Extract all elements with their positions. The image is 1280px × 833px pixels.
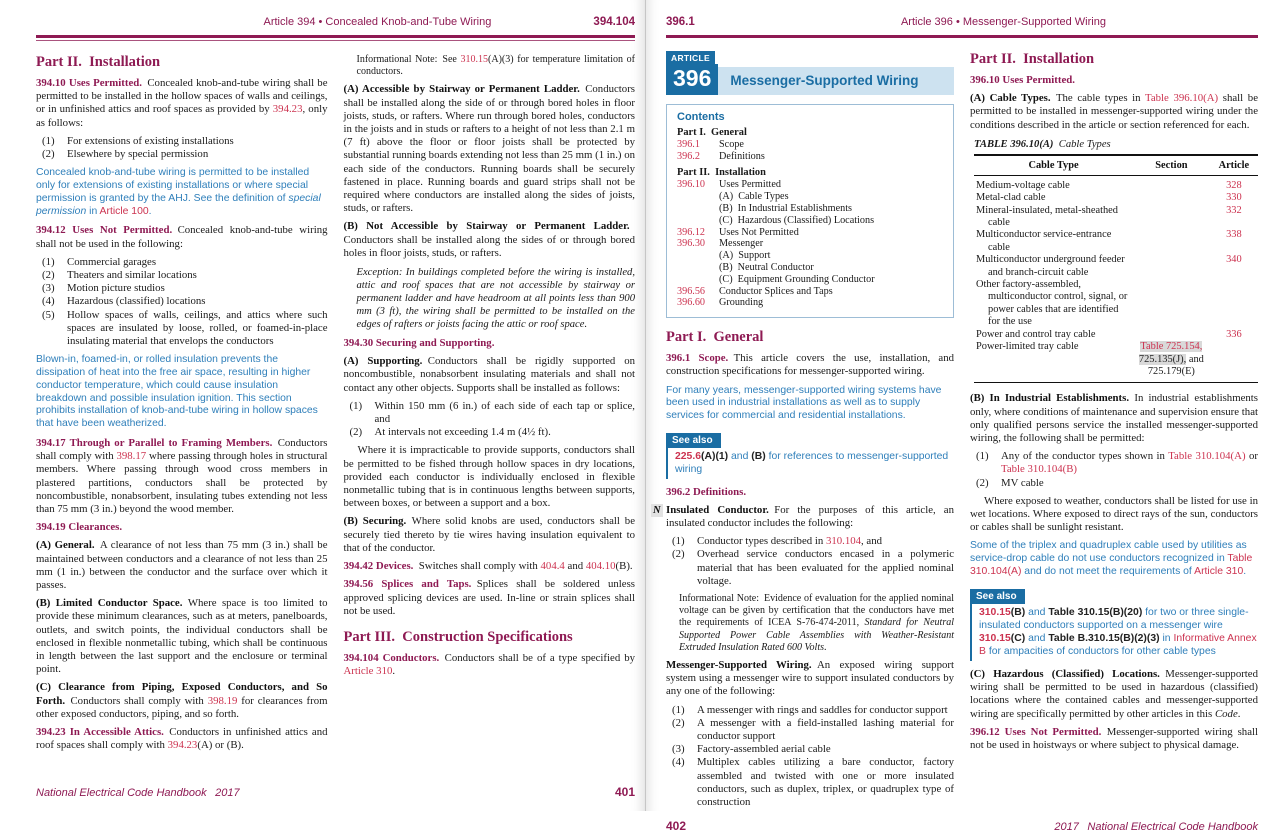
cell-article: 328 <box>1226 179 1242 191</box>
contents-row <box>677 297 943 309</box>
list-item-text: Within 150 mm (6 in.) of each side of each tap or splice, and <box>374 399 635 426</box>
contents-section-number <box>677 250 719 262</box>
list-item-text: Theaters and similar locations <box>67 269 197 282</box>
cell-cable-type <box>974 192 1133 204</box>
text-span: (C) Clearance from Piping, Exposed Conductors, and So Forth. <box>36 681 328 707</box>
contents-section-number: 396.1 <box>677 139 700 151</box>
see-also-body <box>970 604 1258 661</box>
contents-section-number <box>677 274 719 286</box>
list-item <box>672 756 954 809</box>
see-also-box <box>666 430 954 479</box>
paragraph <box>344 337 636 350</box>
table-row <box>974 254 1258 279</box>
text-span: (A)(1) <box>701 450 729 462</box>
list-item-text: For extensions of existing installations <box>67 134 234 147</box>
cross-reference: 398.19 <box>207 694 238 707</box>
list-item <box>672 548 954 588</box>
contents-row <box>677 203 943 215</box>
running-head-left <box>36 16 635 32</box>
paragraph: 396.12 Uses Not Permitted. Messenger-supported wiring shall not be used in hoistways or where subject to physical damage. <box>970 725 1258 751</box>
page-402 <box>645 0 1280 833</box>
contents-section-title: (B) In Industrial Establishments <box>719 203 852 214</box>
list-item-text: Elsewhere by special permission <box>67 148 209 161</box>
see-also-box <box>970 586 1258 661</box>
paragraph <box>970 74 1258 87</box>
text-span: 394.19 Clearances. <box>36 521 123 534</box>
article-title: Messenger-Supported Wiring <box>718 67 954 95</box>
list-item-text: Motion picture studios <box>67 282 165 295</box>
cross-reference: 310.15 <box>460 54 489 65</box>
list-item-number: (5) <box>42 308 55 321</box>
cell-article <box>1210 341 1258 383</box>
text-span: 394.56 Splices and Taps. <box>343 578 477 591</box>
cell-section <box>1133 329 1210 341</box>
list-item-text: MV cable <box>1001 476 1044 489</box>
commentary-text: Concealed knob-and-tube wiring is permitted to be installed only for extensions of existing installations or where special permission is granted by the AHJ. See the definition of special permission in Article 100. <box>36 167 321 217</box>
page-402-column-1-text <box>653 329 955 809</box>
part-heading: Part II. Installation <box>970 51 1095 67</box>
table-row <box>974 329 1258 341</box>
cell-article: 338 <box>1226 229 1242 241</box>
cross-reference: 225.6 <box>675 450 702 462</box>
paragraph: 394.10 Uses Permitted. Concealed knob-and-tube wiring shall be permitted to be installed in the hollow spaces of walls and ceilings, or in unfinished attics and roof spaces as provided by 394.23, only as follows: <box>36 77 328 129</box>
list-item-number: (1) <box>349 399 363 412</box>
text-span: 394.23 In Accessible Attics. <box>36 726 170 739</box>
list-item-text: Any of the conductor types shown in Table 310.104(A) or Table 310.104(B) <box>1001 450 1258 476</box>
paragraph: (B) Not Accessible by Stairway or Permanent Ladder. Conductors shall be installed along the sides of or through bored holes in floor joists, studs, or rafters. <box>343 220 635 259</box>
cell-section <box>1133 279 1210 329</box>
cable-type-name: Mineral-insulated, metal-sheathed cable <box>976 204 1118 229</box>
page-401-column-2 <box>344 54 636 779</box>
cell-article: 336 <box>1226 328 1242 340</box>
list-item-number: (1) <box>42 134 55 147</box>
contents-part-heading: Part I. General <box>677 127 747 138</box>
part-heading: Part I. General <box>666 329 764 346</box>
contents-row <box>677 274 943 286</box>
table-row <box>974 229 1258 254</box>
table-row <box>974 205 1258 230</box>
cross-reference: 404.4 <box>540 560 565 573</box>
running-head-title: Article 394 • Concealed Knob-and-Tube Wiring <box>263 16 492 28</box>
cross-reference: 394.23 <box>167 739 198 752</box>
paragraph <box>36 521 328 534</box>
list-item-text: Hazardous (classified) locations <box>67 295 206 308</box>
cross-reference: 310.104 <box>825 535 862 548</box>
cross-reference: Article 310 <box>1194 565 1244 577</box>
cell-cable-type <box>974 205 1133 230</box>
list-item-number: (1) <box>976 450 989 463</box>
contents-section-title: Uses Permitted <box>719 179 781 191</box>
contents-section-title: (B) Neutral Conductor <box>719 261 814 273</box>
new-material-marker: N <box>653 504 661 516</box>
paragraph: (A) Cable Types. The cable types in Table 396.10(A) shall be permitted to be installed in messenger-supported wiring under the conditions described in the article or section referenced for each. <box>970 92 1258 131</box>
running-head-right <box>666 16 1258 32</box>
list-item-text: Factory-assembled aerial cable <box>697 743 831 756</box>
handbook-credit: 2017 National Electrical Code Handbook <box>1054 821 1258 833</box>
cross-reference: Table 310.104(B) <box>1001 463 1078 476</box>
list-item <box>350 426 636 439</box>
contents-section-title: Uses Not Permitted <box>719 226 799 238</box>
list-item-text: At intervals not exceeding 1.4 m (4½ ft). <box>374 426 551 439</box>
paragraph: Where it is impracticable to provide supports, conductors shall be permitted to be fished through hollow spaces in dry locations, provided each conductor is individually enclosed in flexible nonmetallic tubing that is in continuous lengths between supports, between boxes, or between a support and a box. <box>343 444 635 510</box>
list-item-number: (2) <box>976 476 989 489</box>
text-span: 396.10 Uses Permitted. <box>970 74 1075 86</box>
exception-text: Exception: In buildings completed before the wiring is installed, attic and roof spaces that are not accessible by stairway or permanent ladder and have headroom at all points less than 900 mm (3 ft), the wiring shall be permitted to be installed on the edges of rafters or joists facing the attic or roof space. <box>356 267 635 331</box>
list-item-text: Overhead service conductors encased in a polymeric material that has been evaluated for the applied nominal voltage. <box>697 548 954 587</box>
paragraph: (C) Clearance from Piping, Exposed Conductors, and So Forth. Conductors shall comply with 398.19 for clearances from other exposed conductors, piping, and so forth. <box>36 681 328 720</box>
cell-section <box>1133 192 1210 204</box>
text-span: 394.42 Devices. <box>343 560 419 573</box>
page-401-footer <box>36 779 635 799</box>
table-row <box>974 175 1258 192</box>
contents-row <box>677 191 943 203</box>
list-item-text: A messenger with rings and saddles for conductor support <box>697 703 948 716</box>
list-item <box>672 704 954 717</box>
cell-cable-type <box>974 254 1133 279</box>
numbered-list <box>672 704 954 810</box>
list-item <box>350 400 636 426</box>
page-402-column-2 <box>970 51 1258 813</box>
text-span: (A) Supporting. <box>343 355 428 368</box>
text-span: 394.10 Uses Permitted. <box>36 77 148 89</box>
list-item <box>42 148 328 161</box>
head-rule <box>36 35 635 38</box>
cell-section <box>1133 205 1210 230</box>
article-396-banner <box>666 51 954 95</box>
table-header <box>974 155 1258 176</box>
cell-cable-type <box>974 229 1133 254</box>
list-item <box>672 717 954 743</box>
numbered-list <box>42 135 328 161</box>
article-number-block <box>666 51 718 95</box>
cell-article: 330 <box>1226 192 1242 204</box>
definition-paragraph: N Insulated Conductor. For the purposes of this article, an insulated conductor includes the following: <box>653 503 955 529</box>
list-item <box>42 269 328 282</box>
cable-type-name: Power-limited tray cable <box>976 341 1079 353</box>
list-item-number: (4) <box>42 295 55 308</box>
see-also-chip: See also <box>666 433 721 448</box>
page-401 <box>0 0 645 811</box>
text-span: 394.104 Conductors. <box>343 651 445 664</box>
cross-reference: 310.15 <box>979 606 1011 618</box>
numbered-list <box>350 400 636 440</box>
text-span: (B) <box>1010 606 1026 618</box>
page-401-columns <box>36 41 635 779</box>
handbook-credit: National Electrical Code Handbook 2017 <box>36 787 240 799</box>
contents-section-number <box>677 262 719 274</box>
page-number-401: 401 <box>614 785 635 799</box>
table-title <box>974 139 1258 150</box>
table-title-bold: TABLE 396.10(A) <box>974 138 1054 150</box>
numbered-list <box>42 256 328 348</box>
cell-section <box>1133 229 1210 254</box>
cross-reference: Table 310.104(A) <box>1168 450 1246 463</box>
text-span: 396.2 Definitions. <box>666 485 747 498</box>
column-header: Article <box>1210 155 1258 176</box>
column-header: Cable Type <box>974 155 1133 176</box>
article-label: ARTICLE <box>666 51 715 64</box>
cross-reference: Table 396.10(A) <box>1145 92 1219 105</box>
contents-row <box>677 179 943 191</box>
text-span: 396.1 Scope. <box>666 352 734 365</box>
column-header: Section <box>1133 155 1210 176</box>
table-row <box>974 192 1258 204</box>
see-also-entry: 310.15(B) and Table 310.15(B)(20) for two or three single-insulated conductors supported on a messenger wire <box>979 606 1249 631</box>
list-item <box>672 535 954 548</box>
list-item-number: (2) <box>42 148 55 161</box>
text-span: (C) Hazardous (Classified) Locations. <box>970 667 1166 680</box>
contents-row <box>677 238 943 250</box>
paragraph: 394.17 Through or Parallel to Framing Members. Conductors shall comply with 398.17 where passing through holes in structural members. Where passing through wood cross members in plastered partitions, conductors shall be protected by noncombustible, nonabsorbent, insulating tubes extending not less than 75 mm (3 in.) beyond the wood member. <box>36 437 328 516</box>
list-item <box>42 282 328 295</box>
contents-section-number: 396.60 <box>677 297 706 309</box>
contents-group <box>677 167 943 309</box>
cross-reference: 394.23 <box>272 103 303 116</box>
table-title-italic: Cable Types <box>1053 138 1111 150</box>
contents-part-heading: Part II. Installation <box>677 167 766 178</box>
text-span: 396.12 Uses Not Permitted. <box>970 725 1107 738</box>
see-also-entry: 310.15(C) and Table B.310.15(B)(2)(3) in Informative Annex B for ampacities of conductors for other cable types <box>979 633 1257 658</box>
see-also-chip: See also <box>970 589 1025 604</box>
list-item-number: (2) <box>42 269 55 282</box>
numbered-list <box>976 450 1258 490</box>
running-head-section: 396.1 <box>666 16 695 28</box>
cell-article: 340 <box>1226 254 1242 266</box>
cross-reference: Informative Annex B <box>979 633 1257 658</box>
commentary-text: For many years, messenger-supported wiring systems have been used in industrial installations as well as to supply services for commercial and residential installations. <box>666 384 942 422</box>
commentary-text: Some of the triplex and quadruplex cable used by utilities as service-drop cable do not use conductors recognized in Table 310.104(A) and do not meet the requirements of Article 310. <box>970 540 1253 577</box>
paragraph <box>666 486 954 499</box>
cross-reference: 404.10 <box>585 560 616 573</box>
informational-note: Informational Note: Evidence of evaluation for the applied nominal voltage can be given by certification that the conductors have met the requirements of ICEA S-76-474-2011, Standard for Neutral Supported Power Cable Assemblies with Weather-Resistant Extruded Insulation Rated 600 Volts. <box>679 592 954 653</box>
list-item-number: (1) <box>42 255 55 268</box>
contents-section-title: (A) Support <box>719 250 771 262</box>
paragraph: 394.12 Uses Not Permitted. Concealed knob-and-tube wiring shall not be used in the following: <box>36 224 328 250</box>
paragraph: 394.42 Devices. Switches shall comply with 404.4 and 404.10(B). <box>343 560 633 573</box>
text-span: (B) Securing. <box>343 515 412 528</box>
list-item <box>976 477 1258 490</box>
text-span: Insulated Conductor. <box>666 503 775 516</box>
list-item-text: Multiplex cables utilizing a bare conductor, factory assembled and twisted with one or more insulated conductors, such as duplex, triplex, or quadruplex type of construction <box>697 756 954 809</box>
contents-title: Contents <box>677 111 725 123</box>
paragraph: Messenger-Supported Wiring. An exposed wiring support system using a messenger wire to support insulated conductors by any one of the following: <box>666 659 954 698</box>
cable-type-name: Medium-voltage cable <box>976 179 1070 191</box>
cross-reference: 398.17 <box>116 450 147 463</box>
text-span: 394.12 Uses Not Permitted. <box>36 224 178 237</box>
contents-row <box>677 262 943 274</box>
cross-reference: Article 100 <box>99 205 149 217</box>
text-span: Messenger-Supported Wiring. <box>666 659 817 671</box>
text-span: (A) Cable Types. <box>970 92 1056 105</box>
see-also-body <box>666 448 954 479</box>
paragraph: 394.23 In Accessible Attics. Conductors in unfinished attics and roof spaces shall comply with 394.23(A) or (B). <box>36 726 328 752</box>
cable-types-table <box>974 139 1258 384</box>
page-402-footer <box>666 813 1258 833</box>
paragraph: (A) General. A clearance of not less than 75 mm (3 in.) shall be maintained between conductors and a clearance of not less than 25 mm (1 in.) between the conductor and the surface over which it passes. <box>36 539 328 592</box>
text-span: (B) Not Accessible by Stairway or Permanent Ladder. <box>343 220 635 233</box>
see-also-entry: 225.6(A)(1) and (B) for references to messenger-supported wiring <box>675 450 949 475</box>
cell-section: Table 725.154, 725.135(J), and 725.179(E) <box>1138 341 1204 377</box>
contents-row <box>677 151 943 163</box>
text-span: (B) <box>751 450 766 462</box>
table-body <box>974 175 1258 383</box>
paragraph: 394.104 Conductors. Conductors shall be of a type specified by Article 310. <box>343 651 635 678</box>
list-item-number: (1) <box>672 535 685 548</box>
cell-section <box>1133 175 1210 192</box>
text-span: (B) Limited Conductor Space. <box>36 597 188 610</box>
list-item-number: (1) <box>672 703 685 716</box>
text-span: 394.30 Securing and Supporting. <box>343 337 495 350</box>
text-span: (A) General. <box>36 539 100 552</box>
cross-reference: 310.15 <box>979 633 1011 645</box>
text-span: Table 310.15(B)(20) <box>1048 606 1143 618</box>
contents-group <box>677 127 943 163</box>
list-item-number: (4) <box>672 756 685 769</box>
table-row <box>974 341 1258 383</box>
page-number-402: 402 <box>666 819 687 833</box>
contents-row <box>677 227 943 239</box>
paragraph: Where exposed to weather, conductors shall be listed for use in wet locations. Where exposed to direct rays of the sun, conductors or cables shall be sunlight resistant. <box>970 494 1258 534</box>
cross-reference: Table 310.104(A) <box>970 553 1253 577</box>
contents-row <box>677 250 943 262</box>
text-span: Standard for Neutral Supported Power Cable Assemblies with Weather-Resistant Extruded Insulation Rated 600 Volts <box>679 617 954 653</box>
list-item <box>42 256 328 269</box>
running-head-section: 394.104 <box>593 16 635 28</box>
list-item-number: (2) <box>349 426 363 439</box>
cable-type-name: Power and control tray cable <box>976 328 1096 340</box>
contents-section-title: Scope <box>719 139 744 151</box>
contents-section-number: 396.10 <box>677 179 706 191</box>
table <box>974 154 1258 384</box>
contents-section-number: 396.56 <box>677 285 706 297</box>
text-span: Code <box>1214 707 1238 720</box>
contents-section-number: 396.12 <box>677 226 706 238</box>
cell-cable-type <box>974 175 1133 192</box>
list-item-number: (2) <box>672 716 685 729</box>
cell-cable-type <box>974 341 1133 383</box>
contents-section-title: Definitions <box>719 151 765 163</box>
contents-section-number <box>677 215 719 227</box>
paragraph: (B) In Industrial Establishments. In industrial establishments only, where conditions of maintenance and supervision ensure that only qualified persons service the installed messenger-supported wiring, the following shall be permitted: <box>970 392 1258 444</box>
cross-reference: Article 310 <box>343 665 393 678</box>
paragraph: 394.56 Splices and Taps. Splices shall be soldered unless approved splicing devices are used. In-line or strain splices shall not be used. <box>343 578 635 617</box>
list-item-text: A messenger with a field-installed lashing material for conductor support <box>697 716 954 743</box>
page-402-column-1 <box>653 51 955 813</box>
cell-cable-type <box>974 329 1133 341</box>
contents-list <box>677 127 943 309</box>
cell-article: 332 <box>1226 204 1242 216</box>
cable-type-name: Multiconductor underground feeder and branch-circuit cable <box>976 254 1125 278</box>
cross-reference: Table 725.154, <box>1140 341 1203 353</box>
text-span: (C) <box>1010 633 1026 645</box>
contents-section-number: 396.30 <box>677 238 706 250</box>
part-heading: Part III. Construction Specifications <box>343 628 573 645</box>
cell-section <box>1133 254 1210 279</box>
part-heading: Part II. Installation <box>36 54 161 70</box>
list-item <box>976 450 1258 476</box>
cable-type-name: Multiconductor service-entrance cable <box>976 229 1112 253</box>
list-item-number: (3) <box>42 282 55 295</box>
commentary-text: Blown-in, foamed-in, or rolled insulation prevents the dissipation of heat into the free air space, resulting in higher conductor temperature, which could cause insulation breakdown and possible insulation ignition. This section prohibits installation of knob-and-tube wiring in hollow spaces that have been weatherized. <box>36 354 318 430</box>
contents-section-title: Grounding <box>719 297 764 309</box>
cell-article <box>1210 279 1258 329</box>
contents-row <box>677 139 943 151</box>
text-span: 394.17 Through or Parallel to Framing Members. <box>36 437 278 450</box>
list-item-number: (2) <box>672 548 685 561</box>
list-item <box>42 309 328 349</box>
contents-section-title: (C) Hazardous (Classified) Locations <box>719 214 875 226</box>
list-item <box>42 295 328 308</box>
contents-section-title: (A) Cable Types <box>719 191 789 203</box>
text-span: (A) Accessible by Stairway or Permanent Ladder. <box>343 83 586 96</box>
table-header-row <box>974 155 1258 176</box>
paragraph: (B) Limited Conductor Space. Where space is too limited to provide these minimum clearances, such as at meters, panelboards, outlets, and switch points, the individual conductors shall be enclosed in flexible nonmetallic tubing, which shall be continuous in length between the last support and the enclosure or terminal point. <box>36 597 328 676</box>
list-item-number: (3) <box>672 743 685 756</box>
text-span: Table B.310.15(B)(2)(3) <box>1048 633 1160 645</box>
text-span: 725.135(J), <box>1138 353 1187 365</box>
text-span: special permission <box>36 192 321 217</box>
contents-section-title: Messenger <box>719 238 764 250</box>
list-item-text: Commercial garages <box>67 255 157 268</box>
paragraph: (A) Supporting. Conductors shall be rigidly supported on noncombustible, nonabsorbent insulating materials and shall not contact any other objects. Supports shall be installed as follows: <box>343 355 636 394</box>
paragraph: (B) Securing. Where solid knobs are used, conductors shall be securely tied thereto by tie wires having insulation equivalent to that of the conductor. <box>343 515 635 554</box>
informational-note: Informational Note: See 310.15(A)(3) for temperature limitation of conductors. <box>356 54 636 78</box>
contents-section-title: (C) Equipment Grounding Conductor <box>719 273 875 285</box>
cell-cable-type <box>974 279 1133 329</box>
contents-section-number <box>677 203 719 215</box>
contents-row <box>677 215 943 227</box>
page-401-column-1 <box>36 54 328 779</box>
article-number: 396 <box>666 64 718 95</box>
list-item-text: Hollow spaces of walls, ceilings, and attics where such spaces are insulated by loose, rolled, or foamed-in-place insulating material that envelops the conductors <box>67 308 328 348</box>
list-item-text: Conductor types described in 310.104, and <box>697 535 883 548</box>
contents-row <box>677 286 943 298</box>
contents-section-number <box>677 191 719 203</box>
contents-box <box>666 104 954 318</box>
paragraph: 396.1 Scope. This article covers the use, installation, and construction specifications for messenger-supported wiring. <box>666 352 954 378</box>
cable-type-name: Other factory-assembled, multiconductor control, signal, or power cables that are identified for the use <box>976 279 1128 328</box>
text-span: (B) In Industrial Establishments. <box>970 392 1135 405</box>
list-item <box>42 135 328 148</box>
contents-section-number: 396.2 <box>677 151 700 163</box>
cable-type-name: Metal-clad cable <box>976 192 1046 204</box>
page-402-columns <box>653 38 1258 813</box>
paragraph: (A) Accessible by Stairway or Permanent Ladder. Conductors shall be installed along the side of or through bored holes in floor joists, studs, or rafters. Where run through bored holes, conductors in the joists and in studs or rafters to a height of not less than 2.1 m (7 ft) above the floor or floor joists shall be protected by substantial running boards extending not less than 25 mm (1 in.) on each side of the conductors. Running boards shall be securely fastened in place. Running boards and guard strips shall not be required where conductors are installed along the sides of joists, studs, or rafters. <box>343 83 635 215</box>
numbered-list <box>672 535 954 588</box>
table-row <box>974 279 1258 329</box>
running-head-title: Article 396 • Messenger-Supported Wiring <box>900 16 1106 28</box>
list-item <box>672 743 954 756</box>
head-rule-thin <box>36 40 635 41</box>
paragraph: (C) Hazardous (Classified) Locations. Messenger-supported wiring shall be permitted to be used in hazardous (classified) locations where the contained cables and messenger-supported wiring are specifically permitted by other articles in this Code. <box>970 667 1258 720</box>
contents-section-title: Conductor Splices and Taps <box>719 285 833 297</box>
